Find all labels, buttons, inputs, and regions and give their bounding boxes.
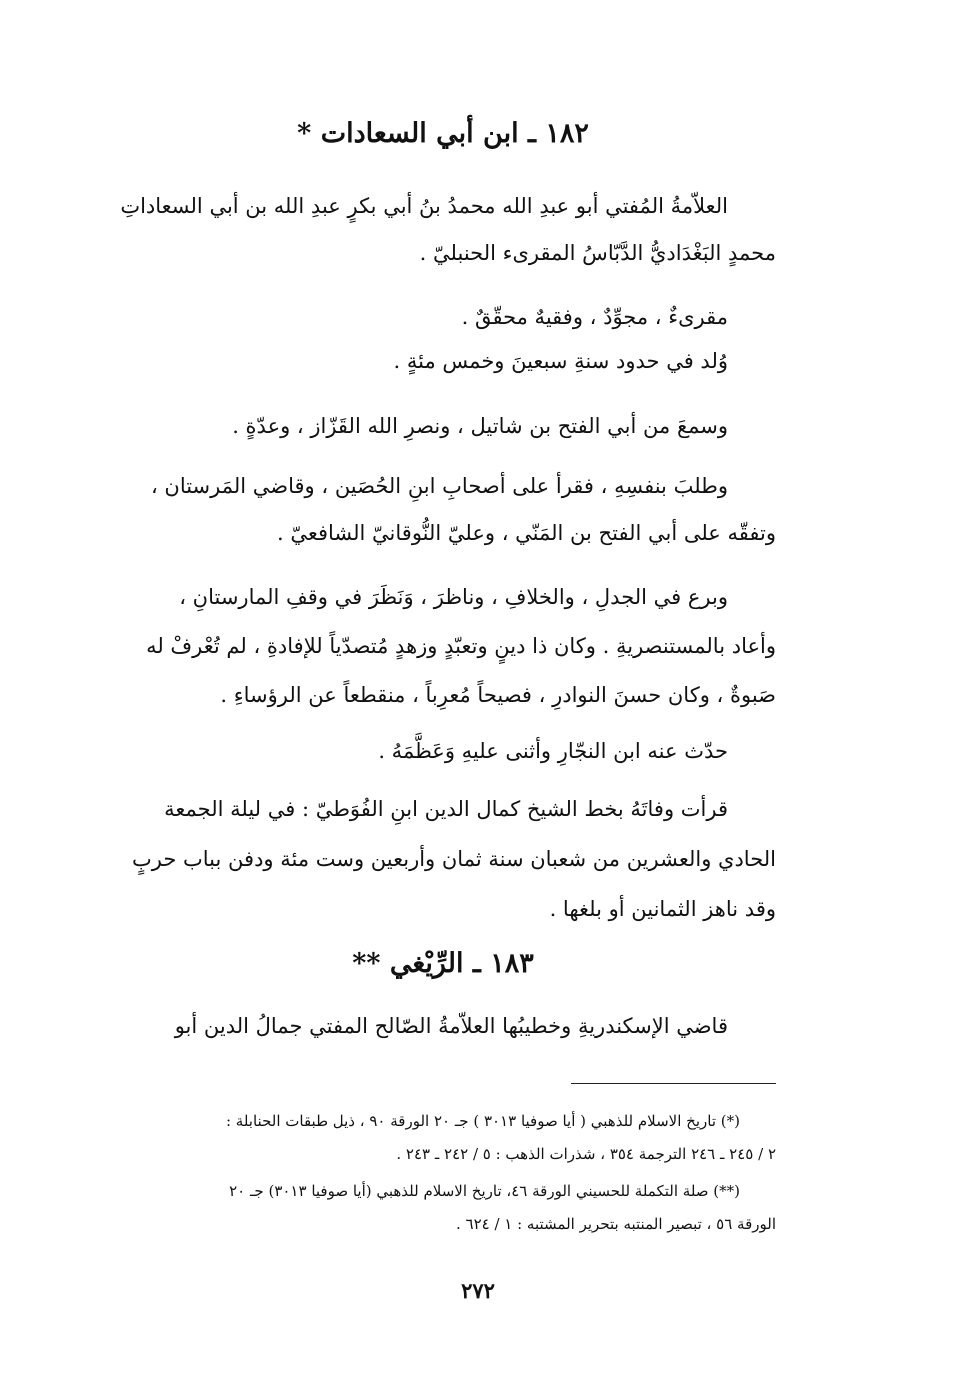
text-line: قرأت وفاتَهُ بخط الشيخ كمال الدين ابنِ الفُوَطيّ : في ليلة الجمعة (164, 797, 728, 821)
footnote-2 (112, 1175, 776, 1241)
text-line: صَبوةٌ ، وكان حسنَ النوادرِ ، فصيحاً مُعرِباً ، منقطعاً عن الرؤساءِ . (220, 683, 776, 707)
footnote-line: ٢ / ٢٤٥ ـ ٢٤٦ الترجمة ٣٥٤ ، شذرات الذهب : ٥ / ٢٤٢ ـ ٢٤٣ . (396, 1145, 776, 1163)
entry-182-heading: ١٨٢ ـ ابن أبي السعادات * (297, 118, 589, 149)
footnote-separator (571, 1083, 776, 1084)
text-line: العلاّمةُ المُفتي أبو عبدِ الله محمدُ بنُ أبي بكرٍ عبدِ الله بن أبي السعاداتِ (120, 194, 728, 218)
text-line: قاضي الإسكندريةِ وخطيبُها العلاّمةُ الصّالح المفتي جمالُ الدين أبو (174, 1014, 728, 1038)
footnote-line: الورقة ٥٦ ، تبصير المنتبه بتحرير المشتبه : ١ / ٦٢٤ . (455, 1215, 776, 1233)
entry-182-verse (112, 295, 776, 383)
entry-182-excelled (112, 573, 776, 720)
text-line: مقرىءٌ ، مجوِّدٌ ، وفقيهٌ محقّقٌ . (461, 305, 728, 329)
text-line: وقد ناهز الثمانين أو بلغها . (549, 897, 776, 921)
text-line: حدّث عنه ابن النجّارِ وأثنى عليهِ وَعَظَّمَهُ . (378, 739, 728, 763)
footnote-1 (112, 1105, 776, 1171)
text-line: وتفقّه على أبي الفتح بن المَنّي ، وعليّ النُّوقانيّ الشافعيّ . (276, 521, 776, 545)
entry-182-heard (112, 403, 776, 450)
text-line: وبرع في الجدلِ ، والخلافِ ، وناظرَ ، وَنَظَرَ في وقفِ المارستانِ ، (179, 585, 728, 609)
footnote-line: (*) تاريخ الاسلام للذهبي ( أيا صوفيا ٣٠١٣ ) جـ ٢٠ الورقة ٩٠ ، ذيل طبقات الحنابلة : (225, 1112, 740, 1130)
page-number: ٢٧٢ (461, 1278, 495, 1303)
entry-182-studied (112, 463, 776, 557)
entry-182-intro (112, 183, 776, 277)
entry-183-heading: ١٨٣ ـ الرِّيْغي ** (352, 948, 534, 979)
entry-183-intro (112, 1003, 776, 1050)
text-line: الحادي والعشرين من شعبان سنة ثمان وأربعين وست مئة ودفن بباب حربٍ (132, 847, 776, 871)
entry-182-death (112, 784, 776, 934)
text-line: محمدٍ البَغْدَاديُّ الدَّبّاسُ المقرىء الحنبليّ . (419, 241, 776, 265)
text-line: وسمعَ من أبي الفتح بن شاتيل ، ونصرِ الله القَزّاز ، وعدّةٍ . (232, 414, 728, 438)
footnote-line: (**) صلة التكملة للحسيني الورقة ٤٦، تاريخ الاسلام للذهبي (أيا صوفيا ٣٠١٣) جـ ٢٠ (229, 1182, 740, 1200)
entry-182-narrated (112, 728, 776, 775)
text-line: وُلد في حدود سنةِ سبعينَ وخمس مئةٍ . (393, 349, 728, 373)
text-line: وطلبَ بنفسِهِ ، فقرأ على أصحابِ ابنِ الحُصَين ، وقاضي المَرستان ، (150, 474, 728, 498)
text-line: وأعاد بالمستنصريةِ . وكان ذا دينٍ وتعبّدٍ وزهدٍ مُتصدّياً للإفادةِ ، لم تُعْرفْ له (146, 634, 776, 658)
